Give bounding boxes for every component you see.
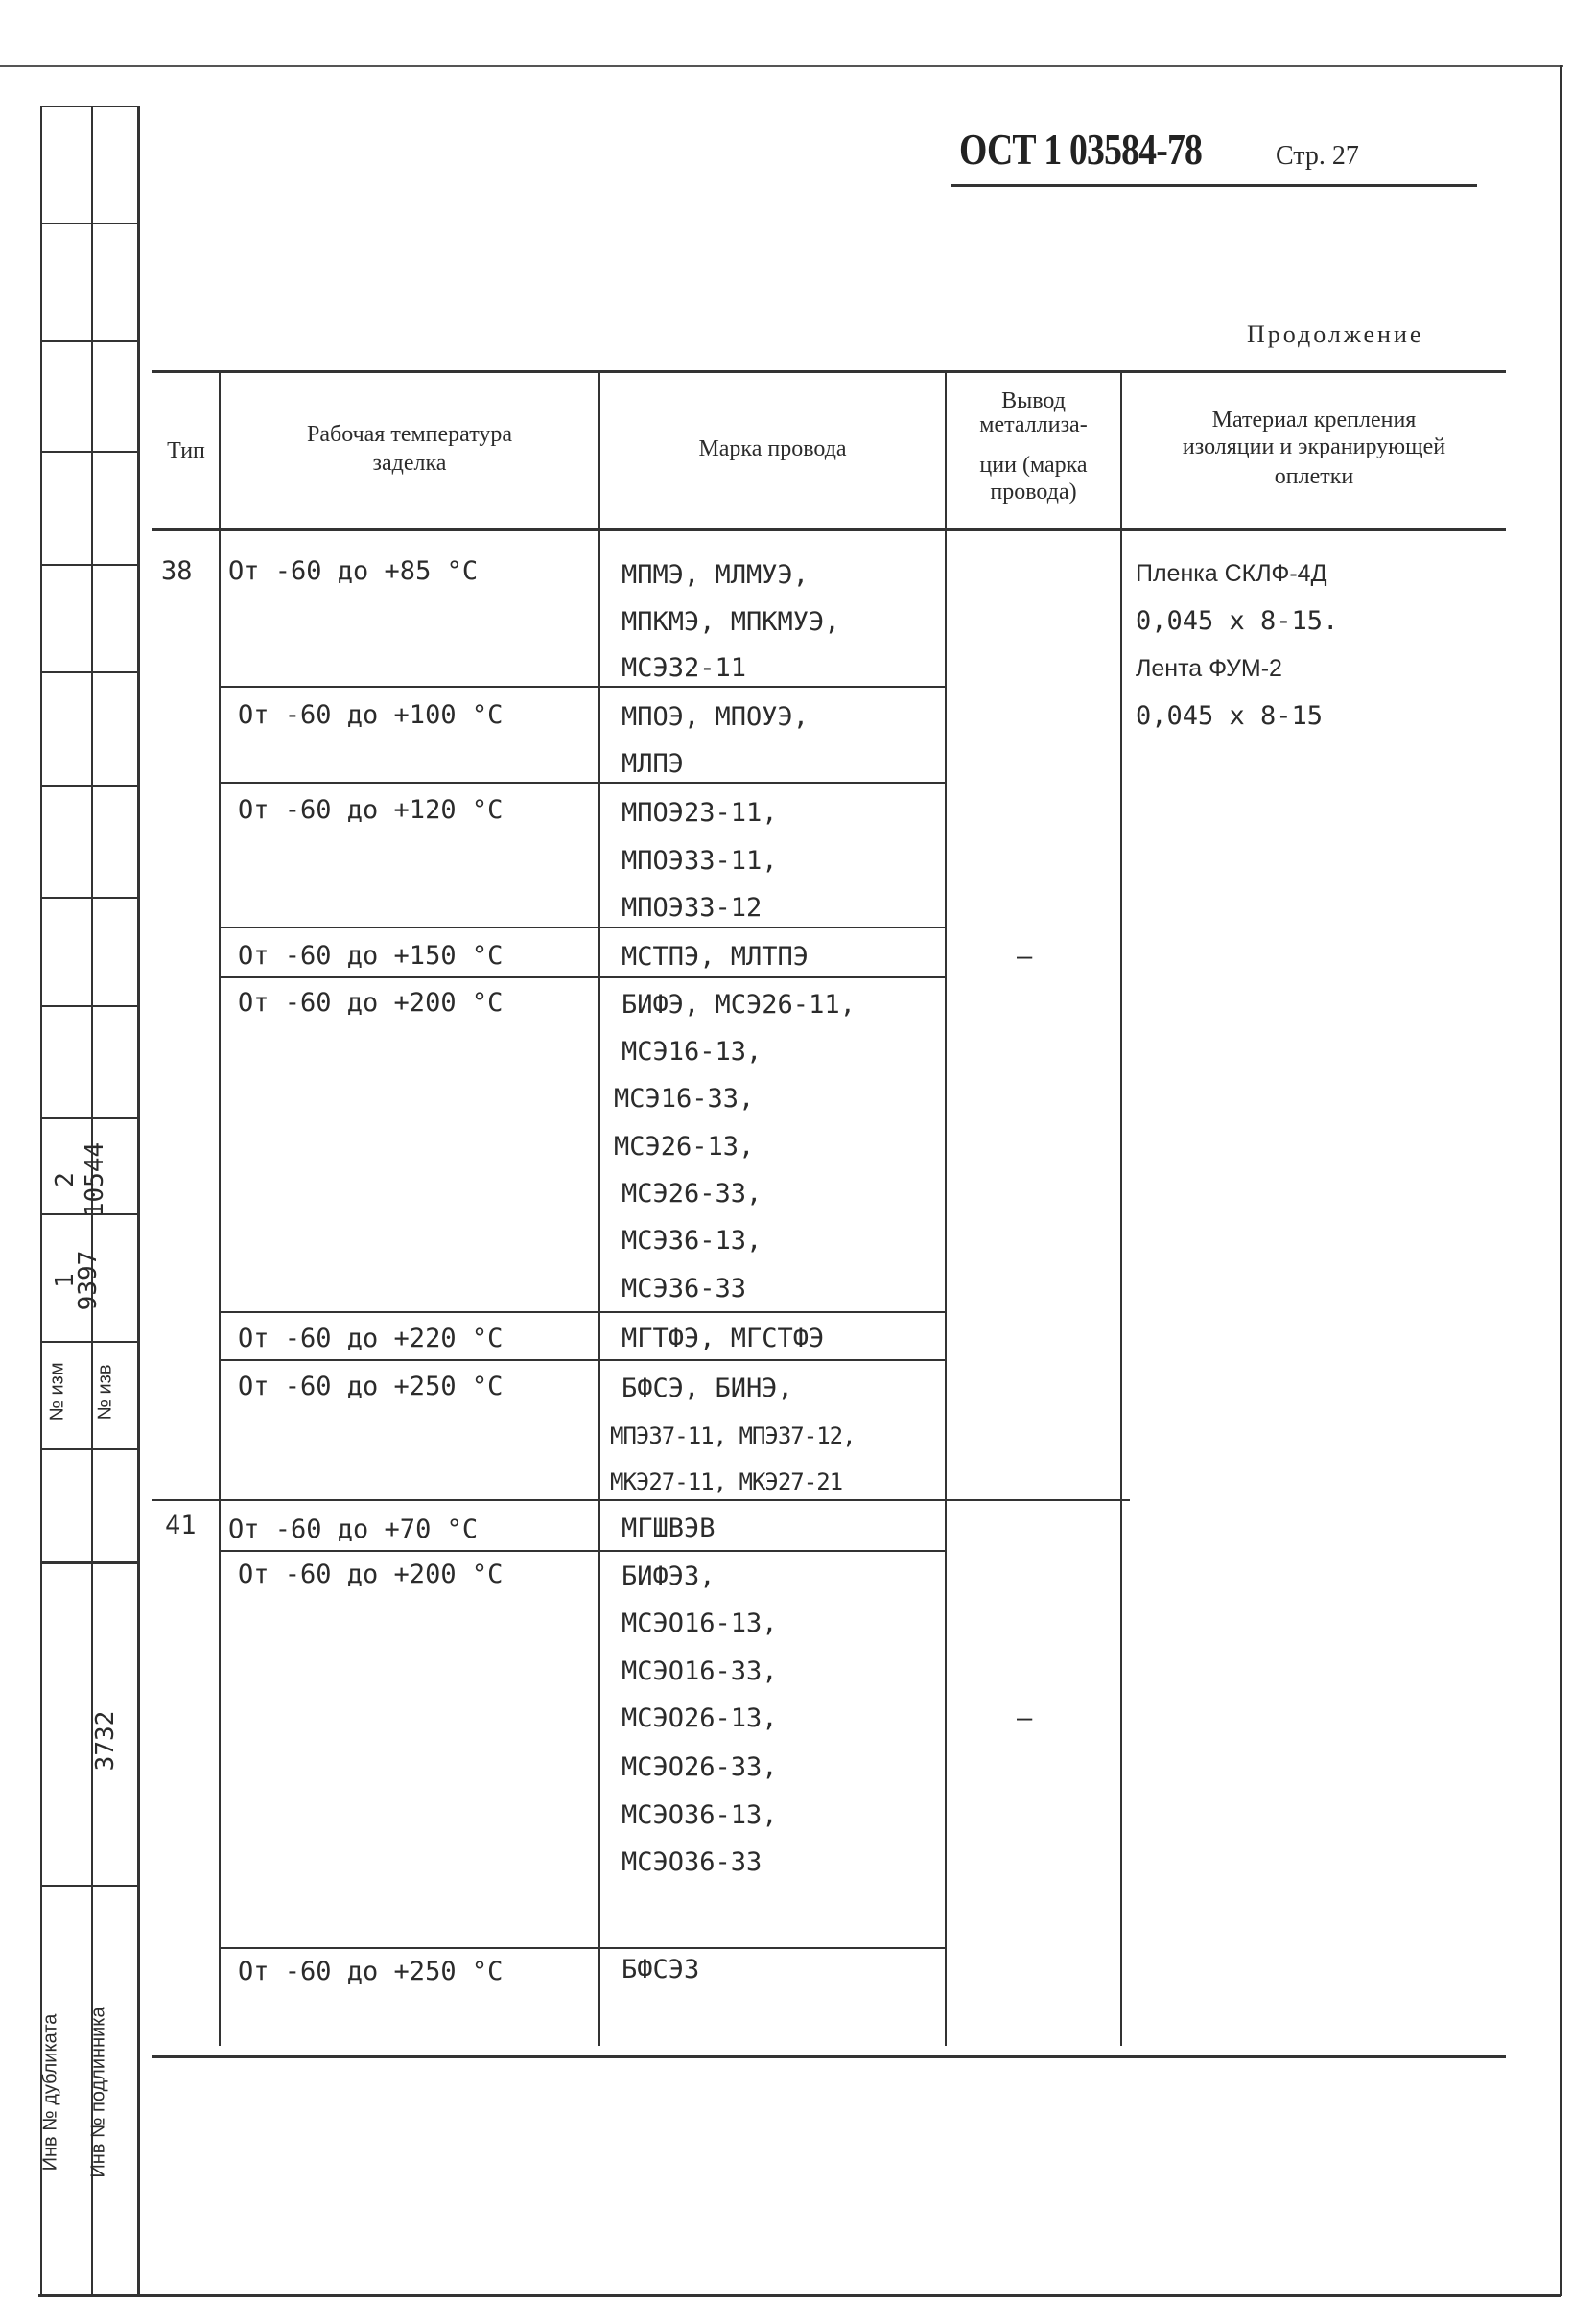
row-separator xyxy=(219,782,946,784)
temp-cell: От -60 до +85 °С xyxy=(228,556,479,586)
wire-cell: МСЭ36-33 xyxy=(622,1274,747,1303)
wire-cell: БФСЭ, БИНЭ, xyxy=(622,1374,793,1403)
wire-cell: МСЭО16-33, xyxy=(622,1656,778,1686)
izv-value-10544: 10544 xyxy=(81,1141,109,1218)
wire-cell: МСЭО16-13, xyxy=(622,1608,778,1638)
wire-cell: МПОЭ23-11, xyxy=(622,798,778,828)
col-header-output-4: провода) xyxy=(990,480,1077,505)
wire-cell: МСЭ32-11 xyxy=(622,653,747,683)
wire-cell: МЛПЭ xyxy=(622,749,685,779)
material-cell: 0,045 x 8-15. xyxy=(1136,606,1339,636)
wire-cell: МСЭО36-13, xyxy=(622,1800,778,1830)
izm-value-1: 1 xyxy=(51,1273,80,1288)
row-separator xyxy=(219,1550,946,1552)
wire-cell: МПКМЭ, МПКМУЭ, xyxy=(622,607,840,637)
row-separator xyxy=(219,1311,946,1313)
sidebar-rule xyxy=(40,1448,138,1450)
type-38: 38 xyxy=(161,556,193,586)
wire-cell: МСЭО26-13, xyxy=(622,1703,778,1733)
material-cell: 0,045 x 8-15 xyxy=(1136,701,1324,731)
page-label: Стр. 27 xyxy=(1276,141,1359,171)
sidebar-rule xyxy=(40,897,138,899)
wire-cell: МПМЭ, МЛМУЭ, xyxy=(622,560,810,590)
row-separator xyxy=(219,1947,946,1949)
wire-cell: БИФЭ, МСЭ26-11, xyxy=(622,990,856,1020)
material-cell: Пленка СКЛФ-4Д xyxy=(1136,560,1327,587)
temp-cell: От -60 до +250 °С xyxy=(238,1957,504,1986)
col-line-1 xyxy=(219,372,221,2046)
sidebar-top-edge xyxy=(40,106,140,107)
type-41: 41 xyxy=(165,1511,197,1540)
wire-cell: МСЭ16-33, xyxy=(614,1084,755,1114)
sidebar-rule xyxy=(40,671,138,673)
wire-cell: БФСЭЗ xyxy=(622,1955,700,1984)
sidebar-rule xyxy=(40,785,138,787)
wire-cell: МСТПЭ, МЛТПЭ xyxy=(622,942,810,972)
col-line-3 xyxy=(945,372,947,2046)
material-cell: Лента ФУМ-2 xyxy=(1136,655,1282,682)
row-separator xyxy=(219,1359,946,1361)
temp-cell: От -60 до +120 °С xyxy=(238,795,504,825)
wire-cell: МСЭО36-33 xyxy=(622,1847,763,1877)
output-cell: – xyxy=(1017,942,1033,972)
doc-code: ОСТ 1 03584-78 xyxy=(959,125,1203,174)
wire-cell: МПОЭ33-12 xyxy=(622,893,763,923)
col-header-output-3: ции (марка xyxy=(979,453,1088,478)
col-line-4 xyxy=(1120,372,1122,2046)
col-header-material-1: Материал крепления xyxy=(1211,408,1417,433)
temp-cell: От -60 до +200 °С xyxy=(238,988,504,1018)
col-header-material-3: оплетки xyxy=(1274,464,1354,489)
sidebar-rule xyxy=(40,1561,138,1564)
frame-bottom-edge xyxy=(38,2294,1561,2297)
podl-number: 3732 xyxy=(91,1710,120,1772)
col-header-material-2: изоляции и экранирующей xyxy=(1182,434,1446,459)
wire-cell: БИФЭЗ, xyxy=(622,1561,716,1591)
sidebar-rule xyxy=(40,1341,138,1343)
header-underline xyxy=(951,184,1477,187)
col-header-wire: Марка провода xyxy=(698,436,847,461)
table-bottom-line xyxy=(152,2055,1506,2058)
wire-cell: МСЭ26-13, xyxy=(614,1132,755,1162)
sidebar-rule xyxy=(40,340,138,342)
temp-cell: От -60 до +220 °С xyxy=(238,1324,504,1353)
col-header-temp-2: заделка xyxy=(372,451,447,476)
sidebar-rule xyxy=(40,1885,138,1887)
dubl-label: Инв № дубликата xyxy=(39,2013,61,2172)
temp-cell: От -60 до +150 °С xyxy=(238,941,504,971)
row-separator xyxy=(219,927,946,928)
col-header-type: Тип xyxy=(167,438,205,463)
temp-cell: От -60 до +250 °С xyxy=(238,1372,504,1401)
frame-top-edge xyxy=(0,65,1563,67)
temp-cell: От -60 до +70 °С xyxy=(228,1514,479,1544)
wire-cell: МГТФЭ, МГСТФЭ xyxy=(622,1324,825,1353)
izv-value-9397: 9397 xyxy=(74,1250,103,1311)
wire-cell: МСЭ16-13, xyxy=(622,1037,763,1067)
sidebar-rule xyxy=(40,564,138,566)
frame-right-edge xyxy=(1560,65,1562,2296)
sidebar-rule xyxy=(40,1005,138,1007)
wire-cell: МКЭ27-11, МКЭ27-21 xyxy=(610,1468,843,1495)
sidebar-rule xyxy=(40,451,138,453)
group-separator xyxy=(152,1499,1130,1501)
wire-cell: МГШВЭВ xyxy=(622,1514,716,1543)
wire-cell: МПОЭ33-11, xyxy=(622,846,778,876)
wire-cell: МСЭО26-33, xyxy=(622,1752,778,1782)
col-header-output-2: металлиза- xyxy=(979,412,1088,437)
sidebar-rule xyxy=(40,223,138,224)
col-header-temp-1: Рабочая температура xyxy=(306,422,513,447)
temp-cell: От -60 до +100 °С xyxy=(238,700,504,730)
sidebar-left-edge xyxy=(40,106,42,2296)
table-header-line xyxy=(152,528,1506,531)
row-separator xyxy=(219,976,946,978)
output-cell: – xyxy=(1017,1703,1033,1733)
wire-cell: МСЭ36-13, xyxy=(622,1226,763,1256)
wire-cell: МСЭ26-33, xyxy=(622,1179,763,1209)
izm-label: № изм xyxy=(46,1362,68,1421)
continuation-label: Продолжение xyxy=(1247,320,1424,348)
table-top-line xyxy=(152,370,1506,373)
izv-label: № изв xyxy=(94,1364,116,1421)
temp-cell: От -60 до +200 °С xyxy=(238,1560,504,1589)
izm-value-2: 2 xyxy=(51,1172,80,1187)
wire-cell: МПОЭ, МПОУЭ, xyxy=(622,702,810,732)
wire-cell: МПЭ37-11, МПЭ37-12, xyxy=(610,1422,856,1449)
col-header-output-1: Вывод xyxy=(1001,388,1066,413)
col-line-2 xyxy=(598,372,600,2046)
frame-left-edge xyxy=(137,106,140,2296)
podl-label: Инв № подлинника xyxy=(87,2007,109,2178)
sidebar-rule xyxy=(40,1117,138,1119)
row-separator xyxy=(219,686,946,688)
